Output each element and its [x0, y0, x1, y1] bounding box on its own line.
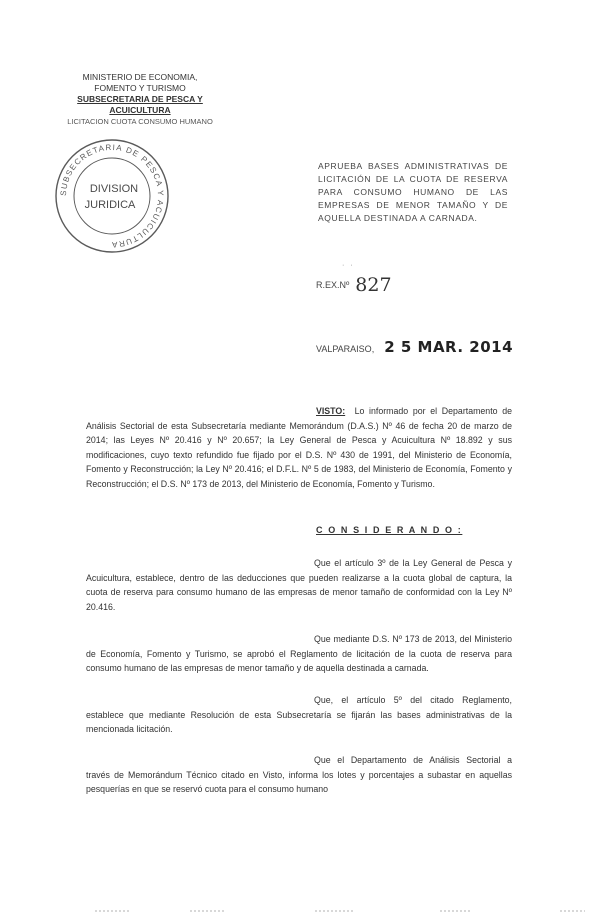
considerando-paragraph-3	[86, 693, 512, 737]
considerando-paragraph-1	[86, 556, 512, 614]
visto-paragraph	[86, 404, 512, 491]
letterhead	[40, 72, 240, 127]
date-stamp: 2 5 MAR. 2014	[384, 338, 514, 356]
dateline	[316, 338, 513, 356]
stamp-center-line-1: DIVISION	[89, 183, 139, 195]
considerando-paragraph-4	[86, 753, 512, 797]
subsecretaria-line-2: ACUICULTURA	[109, 105, 171, 115]
paragraph-text: Que el artículo 3º de la Ley General de Pesca y Acuicultura, establece, dentro de las deducciones que pueden realizarse a la cuota global de captura, la cuota de reserva para consumo humano de las empresas de menor tamaño de conformidad con la Ley Nº 20.416.	[86, 558, 512, 612]
visto-label: VISTO:	[316, 406, 346, 416]
stamp-center-line-2: JURIDICA	[84, 199, 136, 211]
rex-mark: · ·	[342, 262, 355, 269]
paragraph-text: Que el Departamento de Análisis Sectorial a través de Memorándum Técnico citado en Visto, informa los lotes y porcentajes a subastar en aquellas pesquerías en que se reservó cuota para el consumo humano	[86, 755, 512, 794]
subsecretaria-line-1: SUBSECRETARIA DE PESCA Y	[77, 94, 203, 104]
visto-text: Lo informado por el Departamento de Análisis Sectorial de esta Subsecretaría mediante Memorándum (D.A.S.) Nº 46 de fecha 20 de marzo de 2014; las Leyes Nº 20.416 y Nº 20.657; la Ley General de Pesca y Acuicultura Nº 18.892 y sus modificaciones, cuyo texto refundido fue fijado por el D.S. Nº 430 de 1991, del Ministerio de Economía, Fomento y Reconstrucción; la Ley Nº 20.416; el D.F.L. Nº 5 de 1983, del Ministerio de Economía, Fomento y Reconstrucción; el D.S. Nº 173 de 2013, del Ministerio de Economía, Fomento y Turismo.	[86, 406, 513, 489]
paragraph-text: Que mediante D.S. Nº 173 de 2013, del Ministerio de Economía, Fomento y Turismo, se aprobó el Reglamento de licitación de la cuota de reserva para consumo humano de las empresas de menor tamaño y de aquella destinada a carnada.	[86, 634, 512, 673]
department-line: LICITACION CUOTA CONSUMO HUMANO	[67, 117, 213, 126]
page-edge-marks	[0, 908, 600, 914]
ministry-line-2: FOMENTO Y TURISMO	[94, 83, 186, 93]
paragraph-text: Que, el artículo 5º del citado Reglamento, establece que mediante Resolución de esta Subsecretaría se fijarán las bases administrativas de la mencionada licitación.	[86, 695, 512, 734]
stamp-ring-text: SUBSECRETARIA DE PESCA Y ACUICULTURA	[58, 142, 166, 250]
rex-label: R.EX.Nº	[316, 280, 350, 290]
considerando-heading: C O N S I D E R A N D O :	[316, 525, 463, 535]
rex-number: 827	[355, 274, 392, 296]
svg-text:SUBSECRETARIA DE PESCA Y ACUIC	[59, 143, 165, 249]
ministry-line-1: MINISTERIO DE ECONOMIA,	[82, 72, 198, 82]
resolution-title: APRUEBA BASES ADMINISTRATIVAS DE LICITACIÓN DE LA CUOTA DE RESERVA PARA CONSUMO HUMANO DE LAS EMPRESAS DE MENOR TAMAÑO Y DE AQUELLA DESTINADA A CARNADA.	[318, 161, 508, 223]
resolution-number-line	[316, 274, 392, 296]
place-label: VALPARAISO,	[316, 344, 375, 354]
considerando-paragraph-2	[86, 632, 512, 676]
official-stamp-icon	[52, 136, 172, 256]
